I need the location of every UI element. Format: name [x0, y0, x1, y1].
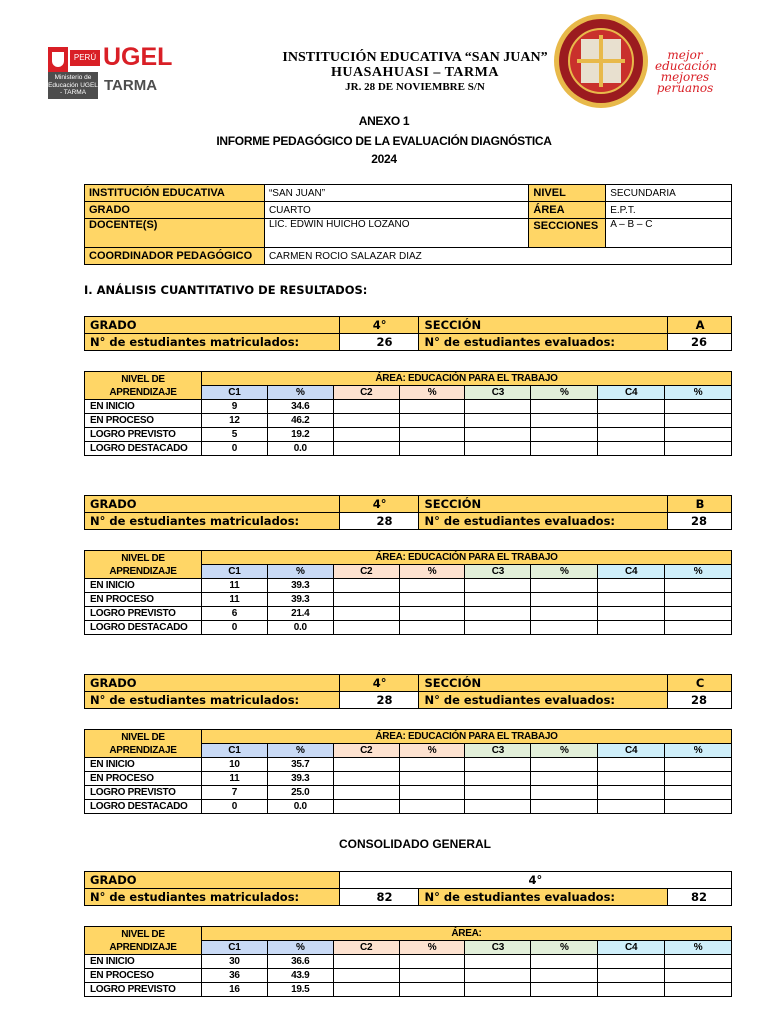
nivel-value: SECUNDARIA — [606, 185, 732, 202]
evaluados-value: 28 — [668, 692, 732, 709]
c3-cell — [465, 442, 531, 456]
table-row — [85, 983, 732, 997]
matriculados-label: N° de estudiantes matriculados: — [85, 692, 340, 709]
c2-cell — [333, 786, 399, 800]
pct2-cell — [399, 800, 465, 814]
area-label: ÁREA — [529, 202, 606, 219]
ugel-logo-text: UGEL — [103, 43, 173, 71]
grado-value: 4° — [339, 317, 419, 334]
pct4-cell — [665, 428, 732, 442]
c1-cell: 16 — [201, 983, 267, 997]
pct2-cell — [399, 758, 465, 772]
grade-table — [84, 674, 732, 709]
table-row — [85, 772, 732, 786]
pct-cell: 39.3 — [267, 579, 333, 593]
c3-cell — [465, 800, 531, 814]
ugel-subtitle: Ministerio de Educación UGEL - TARMA — [48, 72, 98, 99]
pct3-cell — [531, 758, 598, 772]
c1-cell: 0 — [201, 621, 267, 635]
pct2-cell — [399, 786, 465, 800]
pct2-cell — [399, 579, 465, 593]
nivel-cell: LOGRO PREVISTO — [85, 983, 202, 997]
nivel-cell: LOGRO DESTACADO — [85, 442, 202, 456]
nivel-cell: EN PROCESO — [85, 593, 202, 607]
pct2-cell — [399, 955, 465, 969]
c1-cell: 12 — [201, 414, 267, 428]
nivel-cell: EN INICIO — [85, 579, 202, 593]
table-row — [85, 442, 732, 456]
c4-cell — [598, 607, 665, 621]
grado-label: GRADO — [85, 675, 340, 692]
nivel-cell: EN INICIO — [85, 758, 202, 772]
c2-header: C2 — [333, 941, 399, 955]
pct-header: % — [531, 386, 598, 400]
matriculados-value: 28 — [339, 513, 419, 530]
c2-header: C2 — [333, 744, 399, 758]
seccion-label: SECCIÓN — [419, 496, 668, 513]
pct4-cell — [665, 758, 732, 772]
pct3-cell — [531, 593, 598, 607]
school-crest-icon — [553, 13, 649, 109]
nivel-cell: LOGRO DESTACADO — [85, 800, 202, 814]
c2-cell — [333, 969, 399, 983]
pct-cell: 46.2 — [267, 414, 333, 428]
grado-value: 4° — [339, 496, 419, 513]
pct4-cell — [665, 442, 732, 456]
seccion-label: SECCIÓN — [419, 317, 668, 334]
pct3-cell — [531, 428, 598, 442]
pct3-cell — [531, 579, 598, 593]
results-table — [84, 371, 732, 456]
c3-cell — [465, 593, 531, 607]
c4-header: C4 — [598, 744, 665, 758]
pct4-cell — [665, 969, 732, 983]
matriculados-label: N° de estudiantes matriculados: — [85, 513, 340, 530]
pct-header: % — [665, 565, 732, 579]
pct3-cell — [531, 621, 598, 635]
info-table — [84, 184, 732, 265]
matriculados-value: 28 — [339, 692, 419, 709]
pct-cell: 25.0 — [267, 786, 333, 800]
secciones-value: A – B – C — [606, 219, 732, 248]
docente-value: LIC. EDWIN HUICHO LOZANO — [264, 219, 528, 248]
matriculados-label: N° de estudiantes matriculados: — [85, 334, 340, 351]
pct3-cell — [531, 969, 598, 983]
c1-cell: 30 — [201, 955, 267, 969]
table-row — [85, 579, 732, 593]
c1-header: C1 — [201, 386, 267, 400]
pct-header: % — [267, 565, 333, 579]
c1-cell: 5 — [201, 428, 267, 442]
c3-cell — [465, 400, 531, 414]
c2-cell — [333, 955, 399, 969]
c2-cell — [333, 414, 399, 428]
pct4-cell — [665, 621, 732, 635]
matriculados-value: 26 — [339, 334, 419, 351]
area-header: ÁREA: EDUCACIÓN PARA EL TRABAJO — [201, 730, 731, 744]
c2-cell — [333, 621, 399, 635]
area-header: ÁREA: EDUCACIÓN PARA EL TRABAJO — [201, 372, 731, 386]
nivel-header: NIVEL DE APRENDIZAJE — [85, 551, 202, 579]
c1-cell: 36 — [201, 969, 267, 983]
area-header: ÁREA: EDUCACIÓN PARA EL TRABAJO — [201, 551, 731, 565]
c2-cell — [333, 442, 399, 456]
c4-header: C4 — [598, 386, 665, 400]
c1-cell: 0 — [201, 442, 267, 456]
c4-cell — [598, 786, 665, 800]
pct2-cell — [399, 621, 465, 635]
pct4-cell — [665, 607, 732, 621]
pct-cell: 43.9 — [267, 969, 333, 983]
table-row — [85, 800, 732, 814]
report-title: INFORME PEDAGÓGICO DE LA EVALUACIÓN DIAGNÓSTICA — [216, 134, 552, 148]
pct3-cell — [531, 414, 598, 428]
annex-title: ANEXO 1 — [358, 114, 410, 128]
pct-header: % — [399, 941, 465, 955]
c1-cell: 11 — [201, 579, 267, 593]
seccion-value: A — [668, 317, 732, 334]
c1-cell: 9 — [201, 400, 267, 414]
pct3-cell — [531, 983, 598, 997]
c4-cell — [598, 428, 665, 442]
grado-value: 4° — [339, 872, 731, 889]
pct3-cell — [531, 607, 598, 621]
nivel-cell: LOGRO DESTACADO — [85, 621, 202, 635]
pct-cell: 0.0 — [267, 621, 333, 635]
pct-cell: 19.5 — [267, 983, 333, 997]
table-row — [85, 414, 732, 428]
pct-cell: 39.3 — [267, 772, 333, 786]
tarma-logo-text: TARMA — [104, 77, 158, 94]
c4-cell — [598, 772, 665, 786]
pct2-cell — [399, 969, 465, 983]
c4-cell — [598, 800, 665, 814]
pct-cell: 21.4 — [267, 607, 333, 621]
pct-header: % — [665, 744, 732, 758]
pct2-cell — [399, 414, 465, 428]
table-row — [85, 593, 732, 607]
nivel-header: NIVEL DE APRENDIZAJE — [85, 372, 202, 400]
school-name: INSTITUCIÓN EDUCATIVA “SAN JUAN” — [282, 50, 548, 65]
nivel-label: NIVEL — [529, 185, 606, 202]
pct-header: % — [531, 744, 598, 758]
results-table — [84, 926, 732, 997]
pct-header: % — [267, 386, 333, 400]
evaluados-label: N° de estudiantes evaluados: — [419, 513, 668, 530]
c2-header: C2 — [333, 565, 399, 579]
pct-cell: 19.2 — [267, 428, 333, 442]
pct2-cell — [399, 442, 465, 456]
c3-cell — [465, 786, 531, 800]
pct-cell: 34.6 — [267, 400, 333, 414]
c4-header: C4 — [598, 565, 665, 579]
consolidado-title: CONSOLIDADO GENERAL — [338, 837, 491, 851]
c2-cell — [333, 593, 399, 607]
pct3-cell — [531, 786, 598, 800]
pct4-cell — [665, 772, 732, 786]
pct2-cell — [399, 428, 465, 442]
pct-header: % — [665, 941, 732, 955]
evaluados-label: N° de estudiantes evaluados: — [419, 889, 668, 906]
c3-cell — [465, 955, 531, 969]
c3-header: C3 — [465, 941, 531, 955]
c1-cell: 6 — [201, 607, 267, 621]
nivel-cell: EN PROCESO — [85, 969, 202, 983]
c2-cell — [333, 800, 399, 814]
pct4-cell — [665, 414, 732, 428]
pct-cell: 36.6 — [267, 955, 333, 969]
c2-cell — [333, 772, 399, 786]
c3-header: C3 — [465, 744, 531, 758]
docente-label: DOCENTE(S) — [85, 219, 265, 248]
c3-cell — [465, 621, 531, 635]
pct3-cell — [531, 772, 598, 786]
pct-header: % — [531, 941, 598, 955]
grade-table — [84, 495, 732, 530]
c4-cell — [598, 969, 665, 983]
c3-header: C3 — [465, 386, 531, 400]
table-row — [85, 786, 732, 800]
pct-header: % — [399, 565, 465, 579]
nivel-cell: LOGRO PREVISTO — [85, 428, 202, 442]
coord-value: CARMEN ROCIO SALAZAR DIAZ — [264, 248, 731, 265]
pct3-cell — [531, 800, 598, 814]
c2-cell — [333, 428, 399, 442]
nivel-cell: EN PROCESO — [85, 772, 202, 786]
grado-label: GRADO — [85, 202, 265, 219]
slogan-logo: mejor educación mejores peruanos — [655, 48, 717, 95]
grado-label: GRADO — [85, 317, 340, 334]
c3-cell — [465, 579, 531, 593]
pct3-cell — [531, 955, 598, 969]
pct2-cell — [399, 772, 465, 786]
grado-label: GRADO — [85, 872, 340, 889]
seccion-label: SECCIÓN — [419, 675, 668, 692]
c1-cell: 10 — [201, 758, 267, 772]
grado-value: 4° — [339, 675, 419, 692]
c2-cell — [333, 758, 399, 772]
pct-cell: 0.0 — [267, 800, 333, 814]
pct-header: % — [267, 744, 333, 758]
area-header: ÁREA: — [201, 927, 731, 941]
peru-label: PERÚ — [70, 50, 100, 66]
c4-cell — [598, 758, 665, 772]
results-table — [84, 550, 732, 635]
pct-cell: 35.7 — [267, 758, 333, 772]
c4-cell — [598, 400, 665, 414]
seccion-value: C — [668, 675, 732, 692]
c2-cell — [333, 400, 399, 414]
matriculados-label: N° de estudiantes matriculados: — [85, 889, 340, 906]
c3-cell — [465, 969, 531, 983]
c1-header: C1 — [201, 565, 267, 579]
pct4-cell — [665, 400, 732, 414]
school-address: JR. 28 DE NOVIEMBRE S/N — [345, 81, 485, 93]
nivel-cell: LOGRO PREVISTO — [85, 607, 202, 621]
pct2-cell — [399, 607, 465, 621]
secciones-label: SECCIONES — [529, 219, 606, 248]
results-table — [84, 729, 732, 814]
ie-label: INSTITUCIÓN EDUCATIVA — [85, 185, 265, 202]
pct3-cell — [531, 400, 598, 414]
c2-cell — [333, 579, 399, 593]
c1-header: C1 — [201, 941, 267, 955]
evaluados-value: 28 — [668, 513, 732, 530]
pct3-cell — [531, 442, 598, 456]
table-row — [85, 400, 732, 414]
pct-header: % — [665, 386, 732, 400]
pct-cell: 39.3 — [267, 593, 333, 607]
c4-header: C4 — [598, 941, 665, 955]
table-row — [85, 607, 732, 621]
pct4-cell — [665, 579, 732, 593]
c4-cell — [598, 579, 665, 593]
seccion-value: B — [668, 496, 732, 513]
pct4-cell — [665, 786, 732, 800]
c4-cell — [598, 955, 665, 969]
pct2-cell — [399, 400, 465, 414]
nivel-cell: EN INICIO — [85, 955, 202, 969]
consolidado-grade-table — [84, 871, 732, 906]
nivel-header: NIVEL DE APRENDIZAJE — [85, 927, 202, 955]
pct-header: % — [399, 386, 465, 400]
area-value: E.P.T. — [606, 202, 732, 219]
evaluados-label: N° de estudiantes evaluados: — [419, 692, 668, 709]
section-heading: I. ANÁLISIS CUANTITATIVO DE RESULTADOS: — [84, 283, 368, 297]
grado-value: CUARTO — [264, 202, 528, 219]
table-row — [85, 428, 732, 442]
c1-header: C1 — [201, 744, 267, 758]
c3-cell — [465, 983, 531, 997]
pct-header: % — [399, 744, 465, 758]
c1-cell: 7 — [201, 786, 267, 800]
c3-cell — [465, 428, 531, 442]
c2-cell — [333, 983, 399, 997]
c3-cell — [465, 758, 531, 772]
c4-cell — [598, 983, 665, 997]
table-row — [85, 621, 732, 635]
pct4-cell — [665, 593, 732, 607]
c4-cell — [598, 414, 665, 428]
evaluados-label: N° de estudiantes evaluados: — [419, 334, 668, 351]
evaluados-value: 26 — [668, 334, 732, 351]
grade-table — [84, 316, 732, 351]
pct-cell: 0.0 — [267, 442, 333, 456]
nivel-cell: EN PROCESO — [85, 414, 202, 428]
pct2-cell — [399, 983, 465, 997]
nivel-cell: LOGRO PREVISTO — [85, 786, 202, 800]
pct2-cell — [399, 593, 465, 607]
pct4-cell — [665, 955, 732, 969]
pct-header: % — [531, 565, 598, 579]
evaluados-value: 82 — [668, 889, 732, 906]
table-row — [85, 758, 732, 772]
c2-header: C2 — [333, 386, 399, 400]
table-row — [85, 969, 732, 983]
pct-header: % — [267, 941, 333, 955]
c1-cell: 0 — [201, 800, 267, 814]
c3-header: C3 — [465, 565, 531, 579]
grado-label: GRADO — [85, 496, 340, 513]
c3-cell — [465, 607, 531, 621]
nivel-cell: EN INICIO — [85, 400, 202, 414]
ie-value: “SAN JUAN” — [264, 185, 528, 202]
c4-cell — [598, 593, 665, 607]
pct4-cell — [665, 800, 732, 814]
c3-cell — [465, 414, 531, 428]
c1-cell: 11 — [201, 772, 267, 786]
c2-cell — [333, 607, 399, 621]
c3-cell — [465, 772, 531, 786]
coord-label: COORDINADOR PEDAGÓGICO — [85, 248, 265, 265]
c1-cell: 11 — [201, 593, 267, 607]
school-location: HUASAHUASI – TARMA — [331, 65, 499, 80]
c4-cell — [598, 621, 665, 635]
nivel-header: NIVEL DE APRENDIZAJE — [85, 730, 202, 758]
report-year: 2024 — [371, 152, 397, 166]
peru-shield-icon — [48, 47, 68, 73]
c4-cell — [598, 442, 665, 456]
pct4-cell — [665, 983, 732, 997]
table-row — [85, 955, 732, 969]
matriculados-value: 82 — [339, 889, 419, 906]
